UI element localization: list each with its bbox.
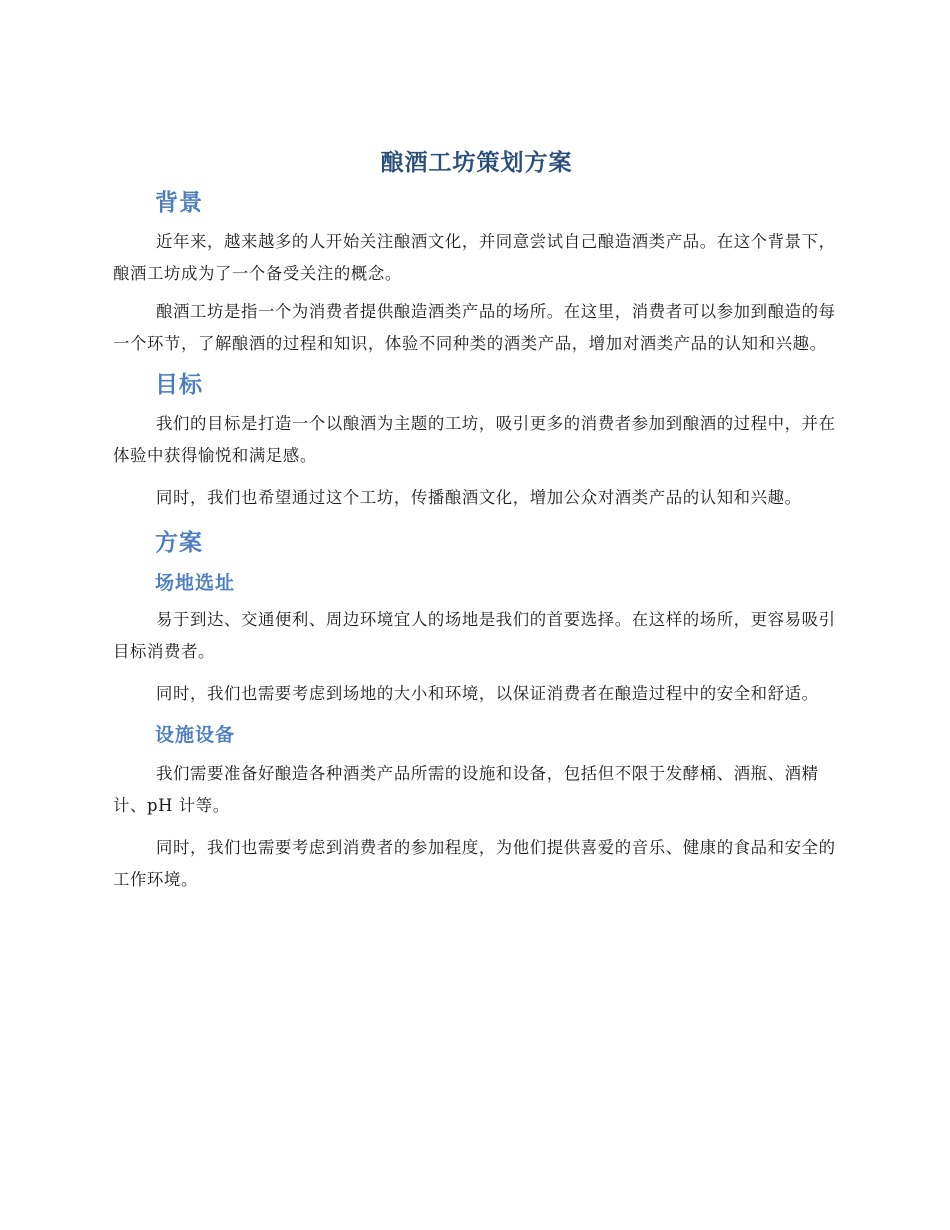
subsection-heading: 场地选址 <box>155 572 236 594</box>
paragraph: 我们需要准备好酿造各种酒类产品所需的设施和设备，包括但不限于发酵桶、酒瓶、酒精计、pH 计等。 <box>113 764 819 815</box>
document-title: 酿酒工坊策划方案 <box>380 150 573 176</box>
document-body <box>113 146 840 896</box>
paragraph: 酿酒工坊是指一个为消费者提供酿造酒类产品的场所。在这里，消费者可以参加到酿造的每一个环节，了解酿酒的过程和知识，体验不同种类的酒类产品，增加对酒类产品的认知和兴趣。 <box>113 302 836 353</box>
paragraph: 近年来，越来越多的人开始关注酿酒文化，并同意尝试自己酿造酒类产品。在这个背景下，酿酒工坊成为了一个备受关注的概念。 <box>113 232 836 283</box>
section-heading: 背景 <box>155 190 203 216</box>
subsection-heading: 设施设备 <box>155 724 236 746</box>
paragraph: 我们的目标是打造一个以酿酒为主题的工坊，吸引更多的消费者参加到酿酒的过程中，并在体验中获得愉悦和满足感。 <box>113 414 836 465</box>
section-goal <box>113 368 840 514</box>
section-background <box>113 186 840 360</box>
paragraph: 同时，我们也需要考虑到场地的大小和环境，以保证消费者在酿造过程中的安全和舒适。 <box>156 684 819 703</box>
paragraph: 同时，我们也希望通过这个工坊，传播酿酒文化，增加公众对酒类产品的认知和兴趣。 <box>156 488 802 507</box>
section-heading: 目标 <box>155 372 203 398</box>
section-heading: 方案 <box>155 530 203 556</box>
subsection-facilities <box>113 720 840 896</box>
paragraph: 易于到达、交通便利、周边环境宜人的场地是我们的首要选择。在这样的场所，更容易吸引目标消费者。 <box>113 610 836 661</box>
subsection-site-selection <box>113 568 840 710</box>
section-plan <box>113 526 840 896</box>
paragraph: 同时，我们也需要考虑到消费者的参加程度，为他们提供喜爱的音乐、健康的食品和安全的工作环境。 <box>113 838 836 889</box>
